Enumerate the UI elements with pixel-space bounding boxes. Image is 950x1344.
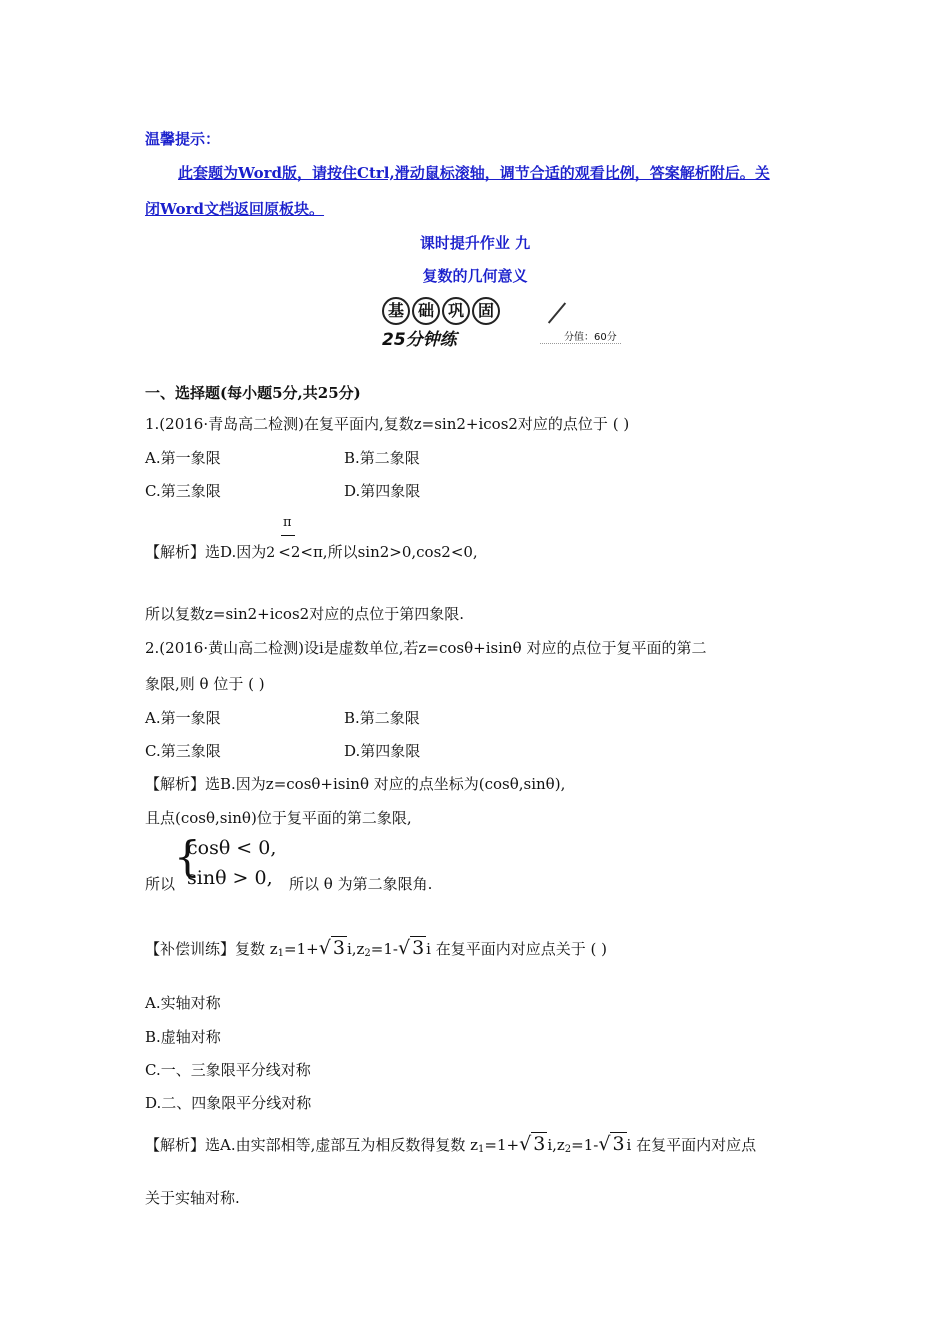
system-line-1: cosθ < 0,	[187, 837, 277, 859]
radicand: 3	[533, 1133, 546, 1155]
supp-option-d: D.二、四象限平分线对称	[145, 1094, 312, 1112]
question-1-analysis-2: 所以复数z=sin2+icos2对应的点位于第四象限.	[145, 605, 464, 623]
question-1-option-d: D.第四象限	[344, 482, 421, 500]
analysis-prefix: 【解析】选D.因为	[145, 543, 267, 561]
supplementary-stem	[145, 938, 607, 964]
sqrt-3: √ 3	[519, 1133, 546, 1155]
badge-time: 25分钟练	[382, 330, 457, 350]
fraction-numerator: π	[283, 515, 292, 530]
tip-title: 温馨提示：	[145, 130, 221, 148]
question-1-option-c: C.第三象限	[145, 482, 221, 500]
supp-part: =1+	[284, 940, 319, 958]
question-1-option-a: A.第一象限	[145, 449, 221, 467]
system-brace: {	[174, 832, 201, 881]
supp-part: =1+	[484, 1136, 520, 1154]
basic-consolidation-badge	[382, 297, 572, 350]
question-1-option-b: B.第二象限	[344, 449, 420, 467]
subscript: 1	[478, 1144, 485, 1155]
badge-char: 固	[472, 297, 500, 325]
supp-analysis-prefix: 【解析】选A.由实部相等,虚部互为相反数得复数 z	[145, 1136, 479, 1154]
question-2-analysis-1: 【解析】选B.因为z=cosθ+isinθ 对应的点坐标为(cosθ,sinθ),	[145, 775, 566, 793]
radicand: 3	[332, 937, 345, 959]
subscript: 1	[277, 948, 285, 959]
supp-option-a: A.实轴对称	[145, 994, 221, 1012]
question-1-analysis	[145, 542, 478, 563]
question-2-option-d: D.第四象限	[344, 742, 421, 760]
sqrt-3: √ 3	[397, 937, 425, 959]
question-2-option-c: C.第三象限	[145, 742, 221, 760]
supp-analysis-tail: i 在复平面内对应点	[626, 1136, 757, 1154]
question-2-conclusion: 所以 θ 为第二象限角.	[289, 875, 433, 893]
supp-option-c: C.一、三象限平分线对称	[145, 1061, 311, 1079]
page-title: 课时提升作业 九	[419, 234, 531, 252]
tip-line-1[interactable]: 此套题为Word版，请按住Ctrl,滑动鼠标滚轴，调节合适的观看比例，答案解析附后。关	[178, 164, 770, 182]
so-label: 所以	[145, 875, 176, 893]
supp-analysis	[145, 1134, 756, 1160]
tip-line-2[interactable]: 闭Word文档返回原板块。	[145, 200, 325, 218]
question-2-stem-1: 2.(2016·黄山高二检测)设i是虚数单位,若z=cosθ+isinθ 对应的点位于复平面的第二	[145, 639, 707, 657]
sqrt-3: √ 3	[318, 937, 345, 959]
page-subtitle: 复数的几何意义	[422, 267, 528, 285]
supp-part: i,z	[547, 1136, 565, 1154]
subscript: 2	[564, 1144, 572, 1155]
supp-part: =1-	[571, 1136, 599, 1154]
question-2-option-a: A.第一象限	[145, 709, 221, 727]
supp-prefix: 【补偿训练】复数 z	[145, 940, 278, 958]
subscript: 2	[364, 948, 371, 959]
supp-option-b: B.虚轴对称	[145, 1028, 221, 1046]
sqrt-3: √ 3	[598, 1133, 625, 1155]
question-1-stem: 1.(2016·青岛高二检测)在复平面内,复数z=sin2+icos2对应的点位于 ( )	[145, 415, 630, 433]
supp-part: i,z	[346, 940, 365, 958]
supp-analysis-2: 关于实轴对称.	[145, 1189, 240, 1207]
radicand: 3	[412, 937, 425, 959]
question-2-option-b: B.第二象限	[344, 709, 420, 727]
question-2-analysis-2: 且点(cosθ,sinθ)位于复平面的第二象限,	[145, 809, 412, 827]
fraction-denominator: 2	[266, 545, 276, 561]
analysis-rest: <2<π,所以sin2>0,cos2<0,	[278, 543, 478, 561]
radicand: 3	[612, 1133, 625, 1155]
badge-char: 巩	[442, 297, 470, 325]
supp-tail: i 在复平面内对应点关于 ( )	[426, 940, 607, 958]
supp-part: =1-	[370, 940, 398, 958]
fraction-bar	[281, 535, 295, 536]
badge-char: 础	[412, 297, 440, 325]
section-heading: 一、选择题(每小题5分,共25分)	[145, 384, 361, 402]
badge-char: 基	[382, 297, 410, 325]
system-line-2: sinθ > 0,	[187, 867, 273, 889]
score-label: 分值：60分	[540, 328, 621, 344]
question-2-stem-2: 象限,则 θ 位于 ( )	[145, 675, 265, 693]
